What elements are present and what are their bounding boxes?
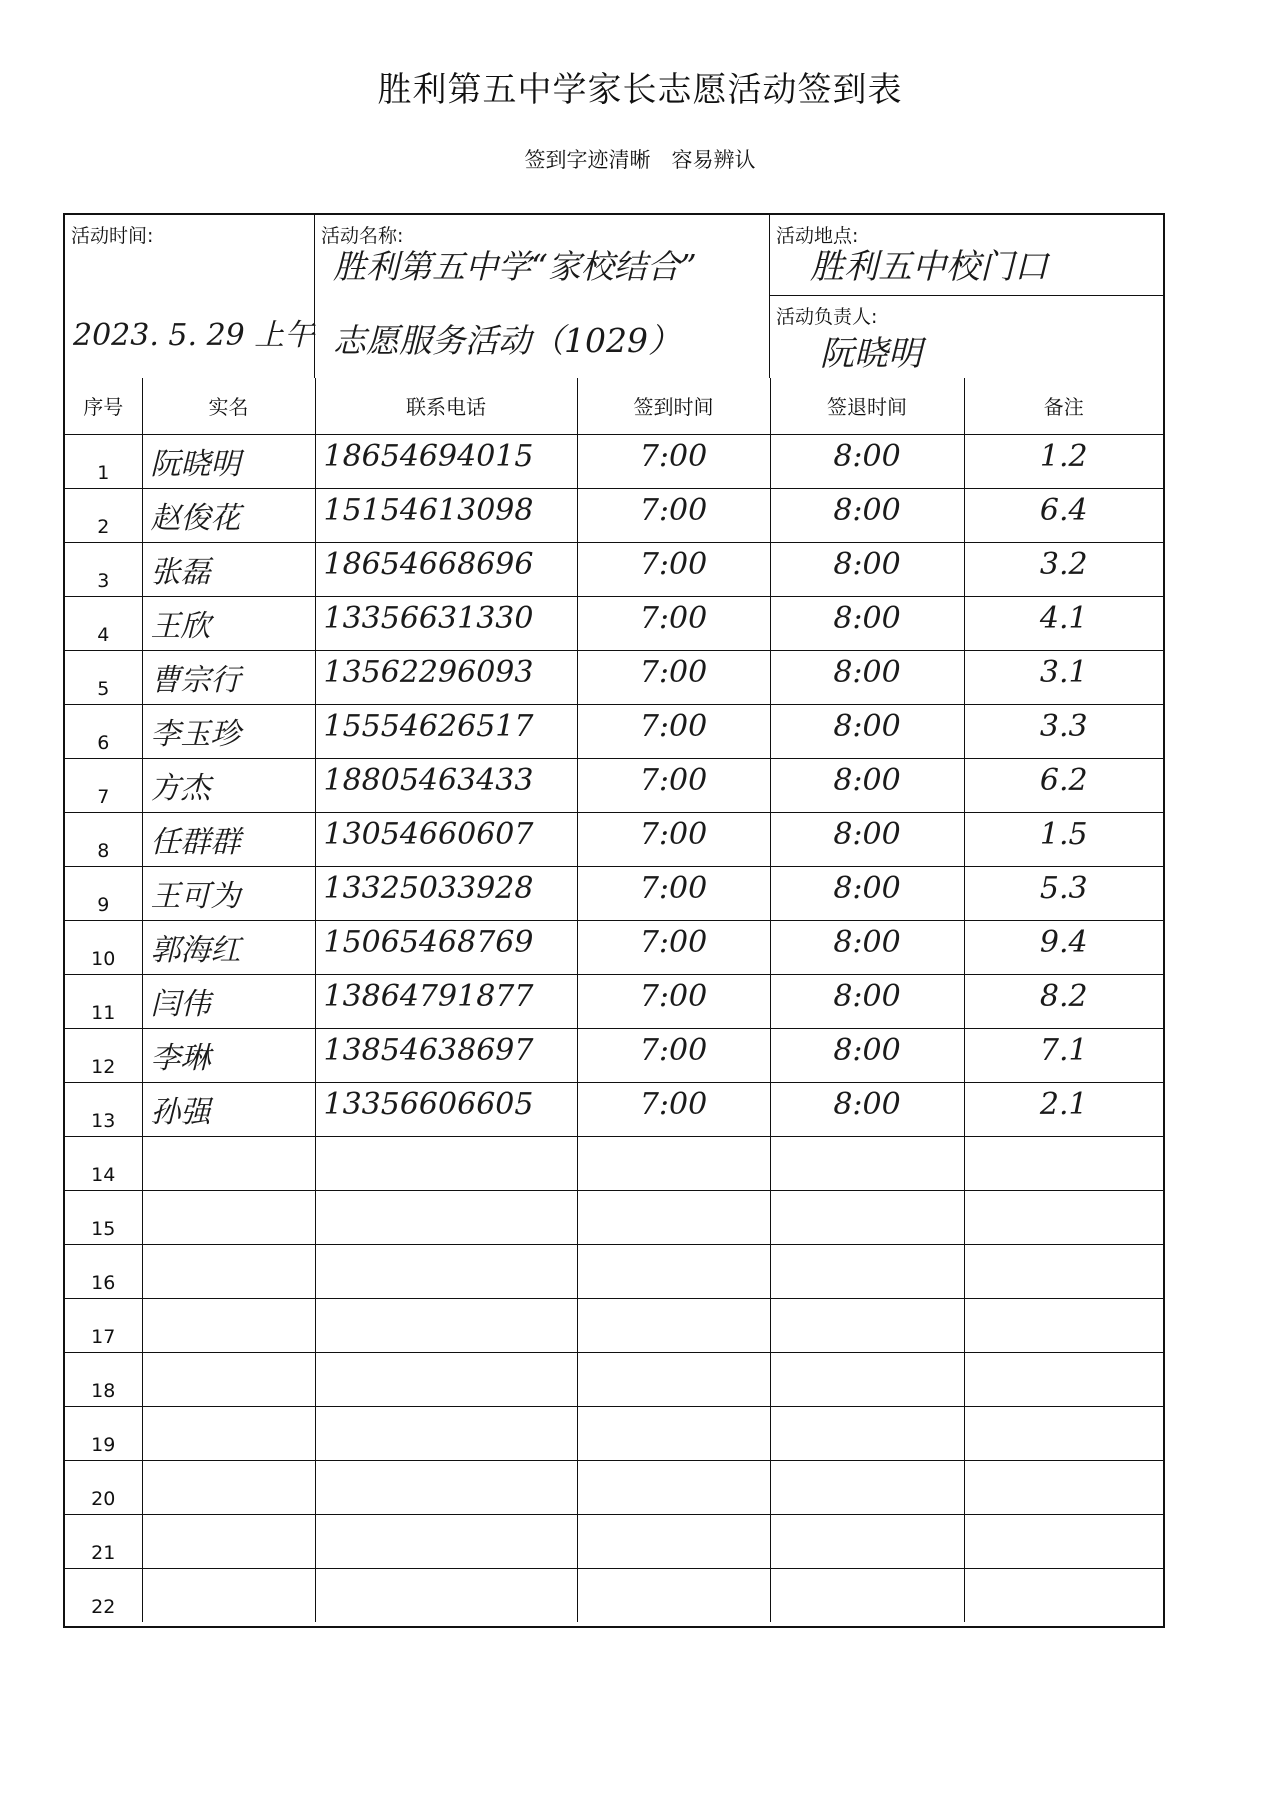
row-phone: 13854638697: [323, 1032, 534, 1068]
row-sign-out-time-cell: [770, 542, 964, 596]
row-number-cell: [65, 1460, 142, 1514]
row-note: 1.2: [1039, 438, 1088, 474]
row-sign-out-time-cell: [770, 1568, 964, 1622]
activity-name-line1: 胜利第五中学“家校结合”: [333, 247, 697, 286]
info-name-cell: [315, 215, 770, 378]
table-row: [65, 920, 1163, 974]
table-row: [65, 1568, 1163, 1622]
row-sign-in-time: 7:00: [639, 924, 708, 960]
row-name-cell: [142, 1136, 315, 1190]
row-sign-out-time: 8:00: [833, 762, 901, 798]
row-note: 1.5: [1039, 816, 1088, 852]
row-sign-out-time: 8:00: [833, 816, 901, 852]
row-sign-out-time: 8:00: [833, 546, 901, 582]
row-name: 王可为: [150, 878, 241, 914]
row-sign-in-time-cell: [577, 1406, 770, 1460]
leader-label: 活动负责人:: [776, 306, 878, 328]
row-sign-out-time: 8:00: [833, 438, 901, 474]
sign-in-sheet: [63, 213, 1165, 1628]
row-sign-in-time: 7:00: [639, 492, 708, 528]
row-sign-out-time-cell: [770, 650, 964, 704]
row-sign-out-time-cell: [770, 1514, 964, 1568]
row-note-cell: [964, 542, 1163, 596]
row-phone: 15154613098: [323, 492, 534, 528]
row-note-cell: [964, 1352, 1163, 1406]
row-name-cell: [142, 974, 315, 1028]
row-note-cell: [964, 434, 1163, 488]
row-name-cell: [142, 1514, 315, 1568]
table-row: [65, 1352, 1163, 1406]
row-sign-out-time: 8:00: [833, 654, 901, 690]
sign-in-table: [65, 378, 1163, 1622]
row-number: 10: [91, 947, 116, 970]
row-sign-out-time-cell: [770, 758, 964, 812]
row-note-cell: [964, 758, 1163, 812]
table-row: [65, 596, 1163, 650]
row-number: 12: [91, 1055, 116, 1078]
row-name: 闫伟: [150, 986, 211, 1022]
row-number: 21: [91, 1541, 116, 1564]
table-row: [65, 866, 1163, 920]
row-number: 3: [97, 569, 110, 592]
row-sign-in-time-cell: [577, 758, 770, 812]
table-row: [65, 1460, 1163, 1514]
row-note-cell: [964, 1082, 1163, 1136]
row-note: 9.4: [1039, 924, 1088, 960]
row-sign-out-time: 8:00: [833, 1032, 901, 1068]
row-number: 17: [91, 1325, 116, 1348]
row-name-cell: [142, 1352, 315, 1406]
row-name: 孙强: [150, 1094, 211, 1130]
column-header-name: 实名: [142, 378, 315, 434]
row-sign-in-time-cell: [577, 866, 770, 920]
row-sign-in-time: 7:00: [639, 1032, 708, 1068]
table-row: [65, 974, 1163, 1028]
row-name-cell: [142, 758, 315, 812]
page-title: 胜利第五中学家长志愿活动签到表: [377, 70, 903, 110]
row-sign-in-time: 7:00: [639, 762, 708, 798]
column-header-sign-in: 签到时间: [577, 378, 770, 434]
info-leader-cell: [770, 296, 1163, 378]
row-sign-out-time-cell: [770, 1190, 964, 1244]
row-note-cell: [964, 650, 1163, 704]
row-sign-in-time: 7:00: [639, 546, 708, 582]
row-name: 任群群: [150, 824, 241, 860]
row-note-cell: [964, 704, 1163, 758]
row-name: 方杰: [150, 770, 211, 806]
row-sign-in-time: 7:00: [639, 1086, 708, 1122]
row-name: 郭海红: [150, 932, 241, 968]
row-note-cell: [964, 1190, 1163, 1244]
row-phone: 13864791877: [323, 978, 534, 1014]
row-note-cell: [964, 1136, 1163, 1190]
row-phone: 13325033928: [323, 870, 534, 906]
row-sign-out-time-cell: [770, 812, 964, 866]
row-sign-out-time: 8:00: [833, 708, 901, 744]
row-note-cell: [964, 920, 1163, 974]
row-number: 22: [91, 1596, 116, 1618]
row-sign-in-time-cell: [577, 1514, 770, 1568]
row-name-cell: [142, 542, 315, 596]
row-sign-in-time-cell: [577, 542, 770, 596]
row-number-cell: [65, 1244, 142, 1298]
column-header-sign-out: 签退时间: [770, 378, 964, 434]
row-note: 6.4: [1039, 492, 1088, 528]
row-sign-in-time-cell: [577, 1460, 770, 1514]
table-row: [65, 812, 1163, 866]
location-label: 活动地点:: [776, 225, 859, 247]
row-phone-cell: [315, 866, 577, 920]
row-name-cell: [142, 1028, 315, 1082]
row-name: 李琳: [150, 1040, 211, 1076]
row-name-cell: [142, 1568, 315, 1622]
row-sign-out-time-cell: [770, 1028, 964, 1082]
row-phone-cell: [315, 1352, 577, 1406]
row-name: 阮晓明: [150, 446, 241, 482]
row-name-cell: [142, 704, 315, 758]
row-number: 14: [91, 1163, 116, 1186]
row-name: 曹宗行: [150, 662, 241, 698]
row-sign-in-time: 7:00: [639, 816, 708, 852]
row-name-cell: [142, 488, 315, 542]
row-sign-in-time-cell: [577, 488, 770, 542]
row-phone-cell: [315, 812, 577, 866]
row-name: 王欣: [150, 608, 211, 644]
table-header-row: [65, 378, 1163, 434]
row-phone-cell: [315, 488, 577, 542]
row-sign-in-time: 7:00: [639, 600, 708, 636]
table-row: [65, 758, 1163, 812]
row-phone-cell: [315, 920, 577, 974]
row-sign-out-time-cell: [770, 1352, 964, 1406]
row-note-cell: [964, 1460, 1163, 1514]
time-label: 活动时间:: [71, 225, 154, 247]
row-sign-in-time-cell: [577, 596, 770, 650]
row-name-cell: [142, 866, 315, 920]
row-number-cell: [65, 920, 142, 974]
row-name-cell: [142, 1082, 315, 1136]
row-number: 7: [97, 785, 110, 808]
row-note-cell: [964, 974, 1163, 1028]
row-number-cell: [65, 434, 142, 488]
row-phone-cell: [315, 650, 577, 704]
row-note: 3.1: [1039, 654, 1088, 690]
row-note-cell: [964, 1568, 1163, 1622]
row-sign-in-time-cell: [577, 1352, 770, 1406]
row-number-cell: [65, 758, 142, 812]
row-number-cell: [65, 704, 142, 758]
row-name-cell: [142, 650, 315, 704]
table-row: [65, 488, 1163, 542]
row-sign-out-time-cell: [770, 1460, 964, 1514]
row-phone: 18654668696: [323, 546, 534, 582]
row-number-cell: [65, 1082, 142, 1136]
row-phone: 18654694015: [323, 438, 534, 474]
row-number-cell: [65, 1406, 142, 1460]
row-phone: 15065468769: [323, 924, 534, 960]
row-number-cell: [65, 1352, 142, 1406]
row-phone: 18805463433: [323, 762, 534, 798]
row-number: 13: [91, 1109, 116, 1132]
row-number-cell: [65, 974, 142, 1028]
row-note: 6.2: [1039, 762, 1088, 798]
row-name: 李玉珍: [150, 716, 241, 752]
row-sign-out-time: 8:00: [833, 1086, 901, 1122]
table-row: [65, 1406, 1163, 1460]
row-name-cell: [142, 1190, 315, 1244]
row-number: 20: [91, 1487, 116, 1510]
table-row: [65, 1190, 1163, 1244]
row-sign-out-time: 8:00: [833, 978, 901, 1014]
row-number: 9: [97, 893, 110, 916]
row-number: 8: [97, 839, 110, 862]
row-note: 3.2: [1039, 546, 1088, 582]
row-phone-cell: [315, 1028, 577, 1082]
row-number: 5: [97, 677, 110, 700]
row-number: 19: [91, 1433, 116, 1456]
column-header-note: 备注: [964, 378, 1163, 434]
row-sign-out-time: 8:00: [833, 870, 901, 906]
row-sign-out-time-cell: [770, 434, 964, 488]
row-name-cell: [142, 1298, 315, 1352]
row-sign-in-time: 7:00: [639, 978, 708, 1014]
row-note: 2.1: [1039, 1086, 1088, 1122]
table-row: [65, 1082, 1163, 1136]
row-sign-out-time-cell: [770, 1136, 964, 1190]
row-sign-in-time-cell: [577, 920, 770, 974]
row-phone-cell: [315, 1190, 577, 1244]
row-phone-cell: [315, 1406, 577, 1460]
row-phone-cell: [315, 1568, 577, 1622]
info-time-cell: [65, 215, 315, 378]
row-name-cell: [142, 812, 315, 866]
row-sign-in-time-cell: [577, 1244, 770, 1298]
table-row: [65, 1136, 1163, 1190]
row-note-cell: [964, 1028, 1163, 1082]
row-sign-out-time-cell: [770, 974, 964, 1028]
row-name-cell: [142, 1406, 315, 1460]
row-phone-cell: [315, 704, 577, 758]
row-phone-cell: [315, 1514, 577, 1568]
row-note: 5.3: [1039, 870, 1088, 906]
row-sign-in-time-cell: [577, 434, 770, 488]
row-number-cell: [65, 650, 142, 704]
row-sign-in-time-cell: [577, 974, 770, 1028]
row-number-cell: [65, 596, 142, 650]
row-number: 2: [97, 515, 110, 538]
row-sign-in-time: 7:00: [639, 654, 708, 690]
column-header-phone: 联系电话: [315, 378, 577, 434]
row-number-cell: [65, 488, 142, 542]
row-sign-out-time-cell: [770, 488, 964, 542]
row-note-cell: [964, 866, 1163, 920]
row-phone: 13356631330: [323, 600, 534, 636]
row-phone-cell: [315, 542, 577, 596]
row-sign-out-time-cell: [770, 1298, 964, 1352]
row-number: 15: [91, 1217, 116, 1240]
row-sign-in-time: 7:00: [639, 708, 708, 744]
row-name-cell: [142, 1460, 315, 1514]
activity-name-line2: 志愿服务活动（1029）: [333, 321, 681, 360]
table-row: [65, 434, 1163, 488]
row-number-cell: [65, 812, 142, 866]
row-note-cell: [964, 1298, 1163, 1352]
row-phone-cell: [315, 1298, 577, 1352]
table-row: [65, 542, 1163, 596]
row-name: 赵俊花: [150, 500, 241, 536]
row-sign-out-time-cell: [770, 1244, 964, 1298]
row-sign-in-time-cell: [577, 704, 770, 758]
row-note: 3.3: [1039, 708, 1088, 744]
row-number-cell: [65, 1568, 142, 1622]
row-note-cell: [964, 1406, 1163, 1460]
row-note: 4.1: [1039, 600, 1088, 636]
row-phone-cell: [315, 758, 577, 812]
column-header-no: 序号: [65, 378, 142, 434]
row-note-cell: [964, 812, 1163, 866]
row-sign-in-time-cell: [577, 1298, 770, 1352]
row-phone: 13356606605: [323, 1086, 534, 1122]
row-note: 8.2: [1039, 978, 1088, 1014]
table-row: [65, 650, 1163, 704]
row-number-cell: [65, 1298, 142, 1352]
row-number-cell: [65, 1136, 142, 1190]
row-sign-in-time-cell: [577, 1568, 770, 1622]
row-phone-cell: [315, 596, 577, 650]
row-name-cell: [142, 1244, 315, 1298]
row-phone: 13054660607: [323, 816, 534, 852]
time-value: 2023. 5. 29 上午: [73, 318, 315, 353]
row-number-cell: [65, 1190, 142, 1244]
row-sign-out-time: 8:00: [833, 600, 901, 636]
row-phone-cell: [315, 1460, 577, 1514]
row-note-cell: [964, 596, 1163, 650]
row-sign-out-time-cell: [770, 596, 964, 650]
activity-name-label: 活动名称:: [321, 225, 404, 247]
row-sign-in-time: 7:00: [639, 870, 708, 906]
row-phone-cell: [315, 1082, 577, 1136]
row-sign-out-time-cell: [770, 920, 964, 974]
leader-value: 阮晓明: [820, 334, 922, 374]
row-number: 11: [91, 1001, 116, 1024]
row-name: 张磊: [150, 554, 211, 590]
row-phone-cell: [315, 974, 577, 1028]
table-row: [65, 1244, 1163, 1298]
row-sign-in-time-cell: [577, 1190, 770, 1244]
row-phone-cell: [315, 1136, 577, 1190]
row-note: 7.1: [1039, 1032, 1088, 1068]
row-number-cell: [65, 1514, 142, 1568]
table-row: [65, 1298, 1163, 1352]
row-sign-in-time-cell: [577, 650, 770, 704]
row-sign-in-time-cell: [577, 1136, 770, 1190]
info-location-cell: [770, 215, 1163, 296]
row-name-cell: [142, 596, 315, 650]
row-number: 4: [97, 623, 110, 646]
page-subtitle: 签到字迹清晰 容易辨认: [524, 148, 756, 172]
table-row: [65, 1514, 1163, 1568]
row-sign-in-time-cell: [577, 1082, 770, 1136]
row-number: 16: [91, 1271, 116, 1294]
row-phone-cell: [315, 1244, 577, 1298]
row-number-cell: [65, 1028, 142, 1082]
row-sign-in-time-cell: [577, 1028, 770, 1082]
row-name-cell: [142, 920, 315, 974]
row-sign-out-time: 8:00: [833, 492, 901, 528]
table-row: [65, 704, 1163, 758]
row-phone-cell: [315, 434, 577, 488]
row-note-cell: [964, 488, 1163, 542]
row-number-cell: [65, 866, 142, 920]
row-sign-out-time: 8:00: [833, 924, 901, 960]
row-note-cell: [964, 1514, 1163, 1568]
row-note-cell: [964, 1244, 1163, 1298]
row-sign-out-time-cell: [770, 1406, 964, 1460]
location-value: 胜利五中校门口: [810, 247, 1048, 287]
row-sign-out-time-cell: [770, 866, 964, 920]
row-number: 18: [91, 1379, 116, 1402]
row-phone: 15554626517: [323, 708, 534, 744]
row-sign-out-time-cell: [770, 1082, 964, 1136]
row-number: 6: [97, 731, 110, 754]
row-sign-in-time: 7:00: [639, 438, 708, 474]
row-sign-out-time-cell: [770, 704, 964, 758]
row-phone: 13562296093: [323, 654, 534, 690]
row-name-cell: [142, 434, 315, 488]
table-row: [65, 1028, 1163, 1082]
row-number-cell: [65, 542, 142, 596]
row-sign-in-time-cell: [577, 812, 770, 866]
row-number: 1: [97, 461, 110, 484]
